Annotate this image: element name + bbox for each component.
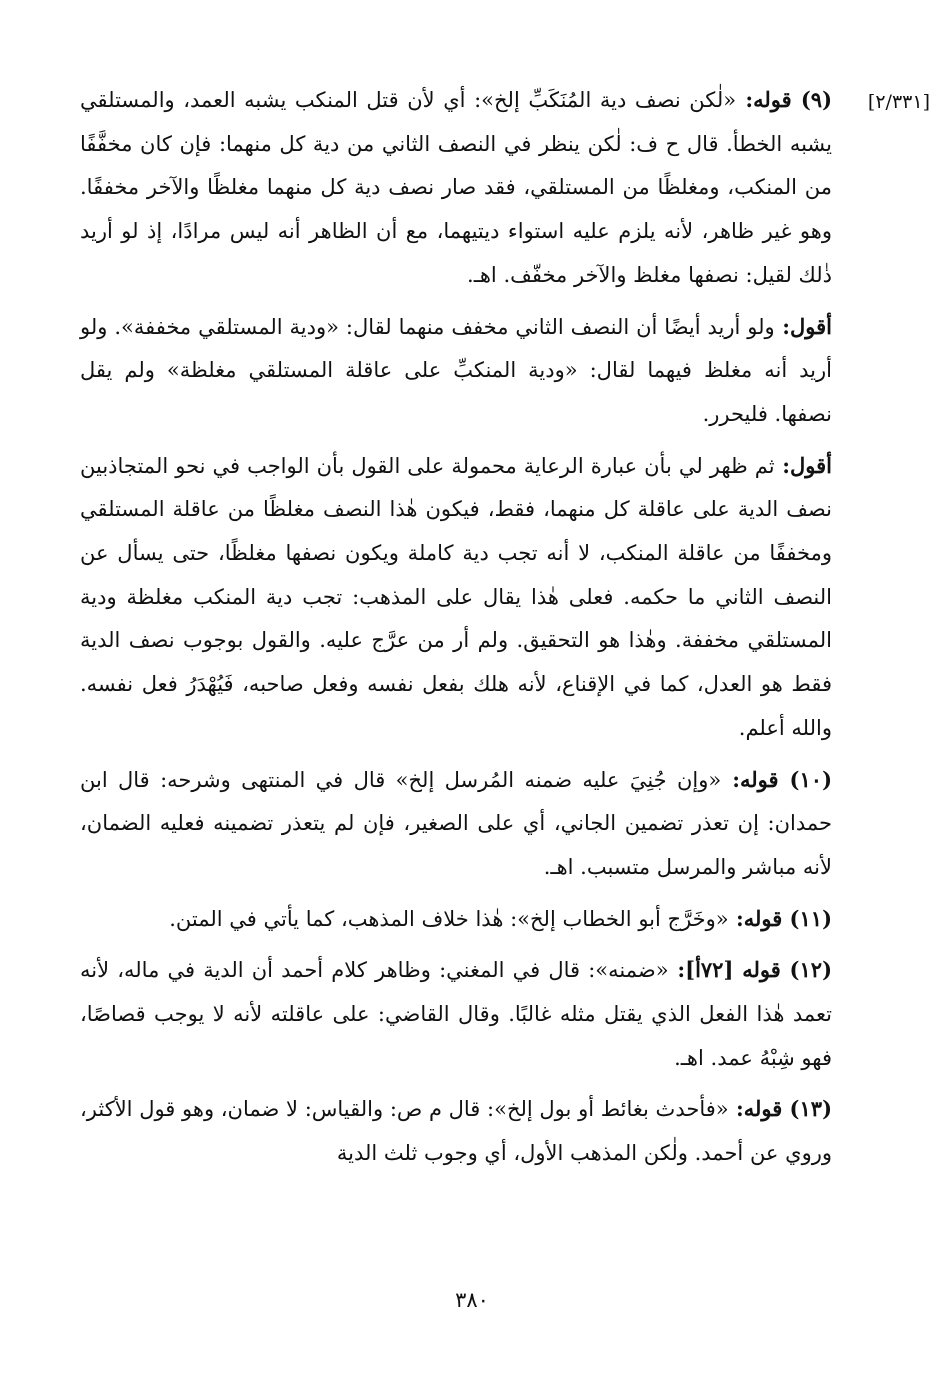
page-number: ٣٨٠	[455, 1288, 489, 1312]
paragraph-13	[80, 1087, 832, 1175]
paragraph-12	[80, 948, 832, 1080]
paragraph-11	[80, 897, 832, 942]
paragraph-lead: (١٢) قوله [٧٢أ]:	[668, 957, 832, 983]
main-text	[80, 78, 832, 1183]
paragraph-lead: أقول:	[774, 452, 832, 478]
paragraph-lead: (٩) قوله:	[736, 87, 833, 112]
paragraph-text: «وإن جُنِيَ عليه ضمنه المُرسل إلخ» قال في المنتهى وشرحه: قال ابن حمدان: إن تعذر تضمين الجاني، أي على الصغير، فإن لم يتعذر تضمينه فعليه الضمان، لأنه مباشر والمرسل متسبب. اهـ.	[80, 767, 832, 879]
paragraph-aqul-2	[80, 444, 832, 751]
paragraph-aqul-1	[80, 305, 832, 437]
paragraph-text: «ضمنه»: قال في المغني: وظاهر كلام أحمد أن الدية في ماله، لأنه تعمد هٰذا الفعل الذي يقتل مثله غالبًا. وقال القاضي: على عاقلته لأنه لا يوجب قصاصًا، فهو شِبْهُ عمد. اهـ.	[80, 958, 832, 1070]
paragraph-text: «لٰكن نصف دية المُنَكَبِّ إلخ»: أي لأن قتل المنكب يشبه العمد، والمستلقي يشبه الخطأ. قال ح ف: لٰكن ينظر في النصف الثاني من دية كل منهما: فإن كان مخفَّفًا من المنكب، ومغلظًا من المستلقي، فقد صار نصف دية كل منهما مغلظًا والآخر مخففًا. وهو غير ظاهر، لأنه يلزم عليه استواء ديتيهما، مع أن الظاهر أنه ليس مرادًا، إذ لو أريد ذٰلك لقيل: نصفها مغلظ والآخر مخفّف. اهـ.	[80, 88, 832, 287]
paragraph-9	[80, 78, 832, 298]
paragraph-lead: (١١) قوله:	[728, 905, 832, 931]
paragraph-text: ثم ظهر لي بأن عبارة الرعاية محمولة على القول بأن الواجب في نحو المتجاذبين نصف الدية على عاقلة كل منهما، فقط، فيكون هٰذا النصف مغلظًا من عاقلة المستلقي ومخففًا من عاقلة المنكب، لا أنه تجب دية كاملة ويكون نصفها مغلظًا، حتى يسأل عن النصف الثاني ما حكمه. فعلى هٰذا يقال على المذهب: تجب دية المنكب مغلظة ودية المستلقي مخففة. وهٰذا هو التحقيق. ولم أر من عرَّج عليه. والقول بوجوب نصف الدية فقط هو العدل، كما في الإقناع، لأنه هلك بفعل نفسه وفعل صاحبه، فَيُهْدَرُ فعل نفسه. والله أعلم.	[80, 453, 832, 740]
paragraph-10	[80, 758, 832, 890]
paragraph-text: «وخَرَّج أبو الخطاب إلخ»: هٰذا خلاف المذهب، كما يأتي في المتن.	[169, 906, 729, 931]
paragraph-text: ولو أريد أيضًا أن النصف الثاني مخفف منهما لقال: «ودية المستلقي مخففة». ولو أريد أنه مغلظ فيهما لقال: «ودية المنكبِّ على عاقلة المستلقي مغلظة» ولم يقل نصفها. فليحرر.	[80, 314, 832, 426]
paragraph-lead: (١٠) قوله:	[721, 766, 832, 792]
paragraph-lead: أقول:	[774, 313, 832, 339]
paragraph-text: «فأحدث بغائط أو بول إلخ»: قال م ص: والقياس: لا ضمان، وهو قول الأكثر، وروي عن أحمد. ولٰكن المذهب الأول، أي وجوب ثلث الدية	[80, 1097, 832, 1166]
margin-reference: [٢/٣٣١]	[867, 91, 930, 113]
paragraph-lead: (١٣) قوله:	[728, 1096, 832, 1122]
